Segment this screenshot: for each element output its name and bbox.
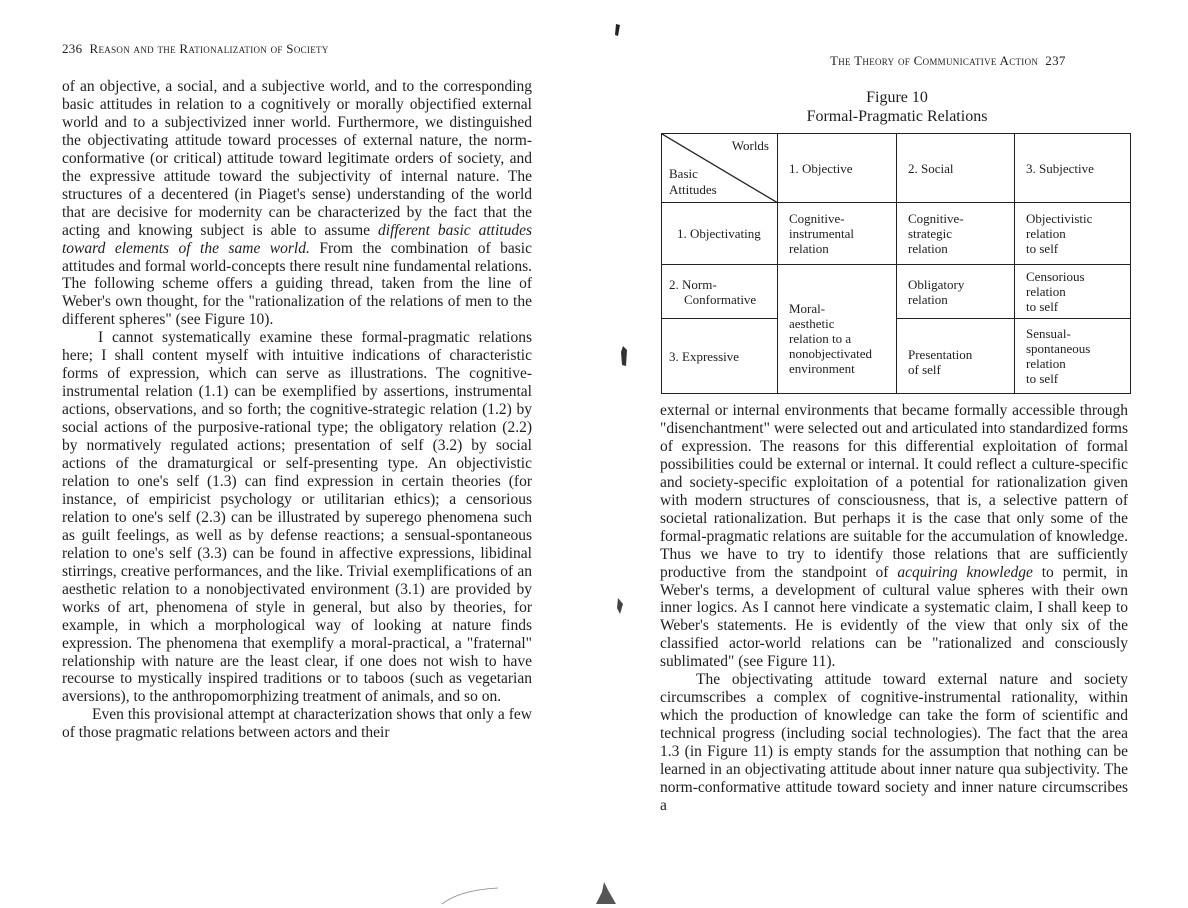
right-page-number: 237	[1045, 53, 1066, 68]
figure-label: Figure 10	[866, 89, 928, 106]
left-paragraph-2: I cannot systematically examine these formal-pragmatic relations here; I shall content myself with intuitive indications of characteristic forms of expression, which can serve as illustrations. The cognitive-instrumental relation (1.1) can be exemplified by assertions, instrumental actions, observations, and so forth; the cognitive-strategic relation (1.2) by social actions of the purposive-rational type; the obligatory relation (2.2) by normatively regulated actions; presentation of self (3.2) by social actions of the dramaturgical or self-presenting type. An objectivistic relation to one's self (1.3) can find expression in certain theories (for instance, of empiricist psychology or utilitarian ethics); a censorious relation to one's self (2.3) can be illustrated by superego phenomena such as guilt feelings, as well as by defense reactions; a sensual-spontaneous relation to one's self (3.3) can be found in affective expressions, libidinal stirrings, creative performances, and the like. Trivial exemplifications of an aesthetic relation to a nonobjectivated environment (3.1) are provided by works of art, phenomena of style in general, but also by theories, for example, in which a morphological way of looking at nature finds expression. The phenomena that exemplify a moral-practical, a "fraternal" relationship with nature are the least clear, if one does not wish to have recourse to mystically inspired traditions or to taboos (such as vegetarian aversions), to the anthropomorphizing treatment of animals, and so on.	[62, 329, 532, 706]
table-row	[662, 203, 1131, 265]
cell-line: to self	[1026, 299, 1059, 314]
cell-line: to self	[1026, 241, 1059, 256]
corner-basic: Basic	[669, 166, 698, 181]
column-header-subjective: 3. Subjective	[1015, 134, 1131, 203]
left-header-title: Reason and the Rationalization of Society	[89, 41, 329, 56]
cell-line: relation	[789, 241, 829, 256]
left-paragraph-3: Even this provisional attempt at characterization shows that only a few of those pragmatic relations between actors and their	[62, 706, 532, 742]
table-corner-cell	[662, 134, 778, 203]
right-p1-text-b: to permit, in Weber's terms, a development of cultural value spheres with their own inner logics. As I cannot here vindicate a systematic claim, I shall keep to Weber's statements. He is evidently of the view that only six of the classified actor-world relations can be "rationalized and consciously sublimated" (see Figure 11).	[660, 563, 1129, 671]
table-row	[662, 319, 1131, 394]
table-header-row	[662, 134, 1131, 203]
cell-line: Sensual-	[1026, 326, 1071, 341]
corner-attitudes-label	[669, 166, 717, 198]
cell-line: relation	[908, 291, 948, 307]
left-running-head	[62, 41, 329, 57]
cell-line: spontaneous	[1026, 341, 1091, 356]
cell-line: relation to a	[789, 330, 852, 346]
table-cell	[1015, 265, 1131, 319]
left-p1-emphasis: different basic attitudes toward elements of the same world.	[62, 221, 533, 257]
figure-caption	[760, 89, 1034, 126]
left-page-number: 236	[62, 41, 83, 56]
scan-speck-icon	[618, 344, 630, 368]
column-header-social: 2. Social	[897, 134, 1015, 203]
cell-line: 2. Norm-	[669, 276, 717, 292]
left-p1-text-b: From the combination of basic attitudes and formal world-concepts there result nine fundamental relations. The following scheme offers a guiding thread, taken from the line of Weber's own thought, for the "rationalization of the relations of men to the different spheres" (see Figure 10).	[62, 239, 532, 329]
column-header-objective: 1. Objective	[778, 134, 897, 203]
cell-line: relation	[1026, 226, 1066, 241]
cell-line: Conformative	[684, 291, 757, 307]
cell-line: Moral-	[789, 300, 826, 316]
right-page-body	[660, 402, 1128, 815]
right-p1-emphasis: acquiring knowledge	[897, 563, 1033, 581]
formal-pragmatic-relations-table	[661, 133, 1131, 394]
table-cell	[897, 319, 1015, 394]
scan-speck-icon	[612, 22, 622, 38]
table-cell	[1015, 319, 1131, 394]
cell-line: Cognitive-	[908, 211, 964, 226]
scan-smudge-icon	[440, 884, 500, 906]
cell-line: nonobjectivated	[789, 345, 873, 361]
table-cell	[897, 265, 1015, 319]
scan-speck-icon	[594, 880, 618, 906]
left-page-body	[62, 78, 532, 742]
left-paragraph-1	[62, 78, 532, 329]
table-cell	[897, 203, 1015, 265]
cell-line: of self	[908, 362, 941, 377]
row-label-objectivating: 1. Objectivating	[662, 203, 778, 265]
right-paragraph-2: The objectivating attitude toward external nature and society circumscribes a complex of cognitive-instrumental rationality, within which the production of knowledge can take the form of scientific and technical progress (including social technologies). The fact that the area 1.3 (in Figure 11) is empty stands for the assumption that nothing can be learned in an objectivating attitude about inner nature qua subjectivity. The norm-conformative attitude toward society and inner nature circumscribes a	[660, 671, 1128, 814]
table-cell	[778, 203, 897, 265]
table-cell	[1015, 203, 1131, 265]
table-row	[662, 265, 1131, 319]
cell-line: relation	[908, 241, 948, 256]
corner-worlds-label: Worlds	[731, 138, 769, 153]
left-p1-text-a: of an objective, a social, and a subjective world, and to the corresponding basic attitudes in relation to a cognitively or morally objectified external world and to a subjectivized inner world. Furthermore, we distinguished the objectivating attitude toward processes of external nature, the norm-conformative (or critical) attitude toward legitimate orders of society, and the expressive attitude toward the subjectivity of internal nature. The structures of a decentered (in Piaget's sense) understanding of the world that are decisive for modernity can be characterized by the fact that the acting and knowing subject is able to assume	[62, 78, 532, 239]
cell-line: relation	[1026, 356, 1066, 371]
cell-line: Objectivistic	[1026, 211, 1093, 226]
scan-speck-icon	[614, 596, 626, 616]
figure-title: Formal-Pragmatic Relations	[806, 107, 988, 125]
row-label-expressive: 3. Expressive	[662, 319, 778, 394]
row-label-norm-conformative	[662, 265, 778, 319]
cell-line: strategic	[908, 226, 953, 241]
cell-line: relation	[1026, 284, 1066, 299]
right-paragraph-1	[660, 402, 1128, 671]
right-p1-text-a: external or internal environments that became formally accessible through "disenchantment" were selected out and articulated into standardized forms of expression. The reasons for this differential exploitation of formal possibilities could be external or internal. It could reflect a culture-specific and society-specific exploitation of a potential for rationalization given with modern structures of consciousness, that is, a selective pattern of societal rationalization. But perhaps it is the case that only some of the formal-pragmatic relations are suitable for the accumulation of knowledge. Thus we have to try to identify those relations that are sufficiently productive from the standpoint of	[660, 402, 1128, 581]
cell-line: environment	[789, 360, 855, 376]
cell-line: Presentation	[908, 347, 973, 362]
right-running-head	[830, 53, 1066, 69]
cell-line: Cognitive-	[789, 211, 845, 226]
cell-line: to self	[1026, 371, 1059, 386]
right-header-title: The Theory of Communicative Action	[830, 53, 1039, 68]
merged-cell-moral-aesthetic	[778, 265, 897, 394]
cell-line: Censorious	[1026, 269, 1085, 284]
corner-attitudes: Attitudes	[669, 182, 717, 197]
cell-line: instrumental	[789, 226, 854, 241]
cell-line: aesthetic	[789, 315, 835, 331]
cell-line: Obligatory	[908, 276, 965, 292]
